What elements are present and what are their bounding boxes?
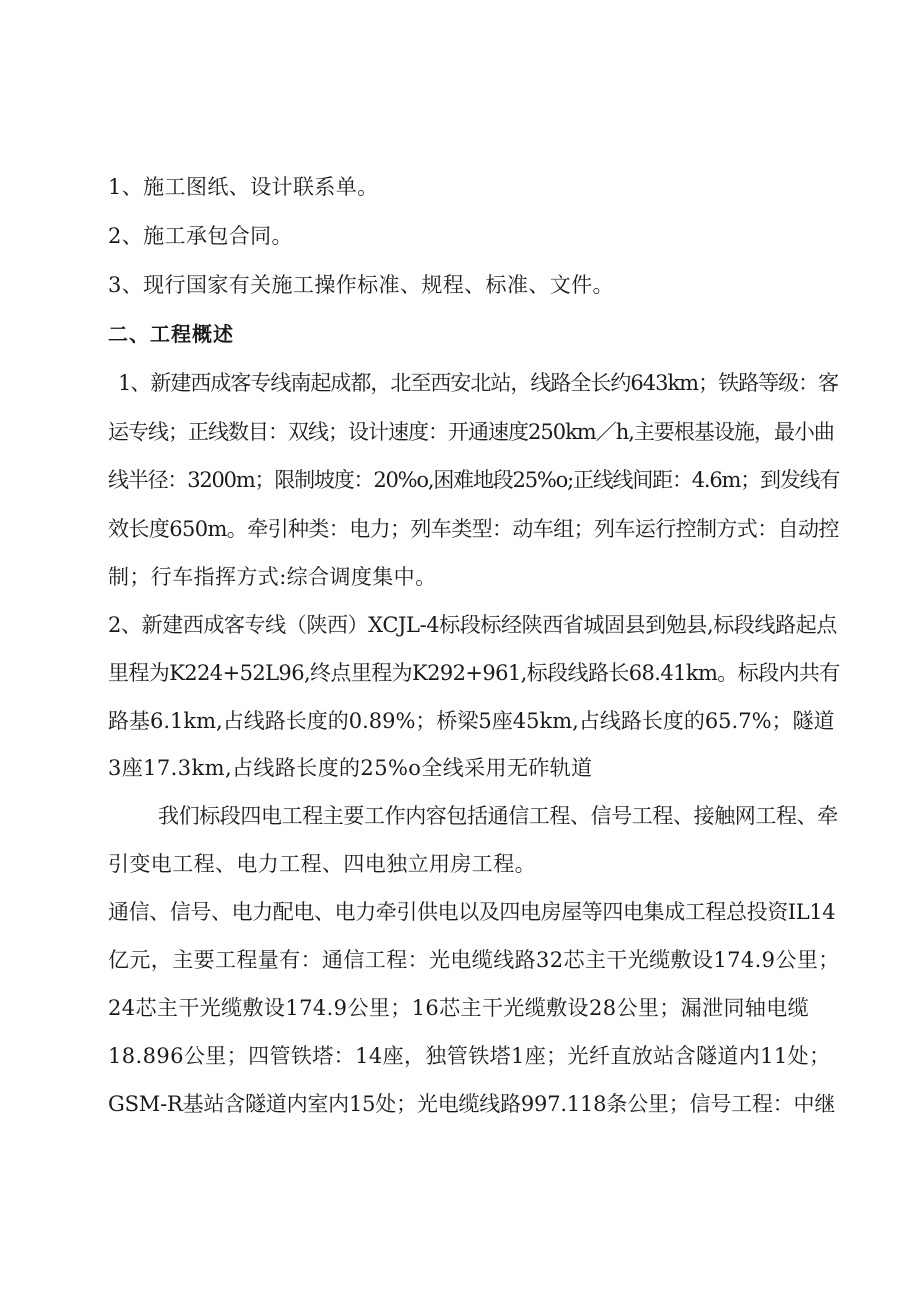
section-heading: 二、工程概述	[108, 322, 234, 346]
paragraph-4-line-5: GSM-R基站含隧道内室内15处；光电缆线路997.118条公里；信号工程：中继	[108, 1092, 836, 1116]
paragraph-4-line-3: 24芯主干光缆敷设174.9公里；16芯主干光缆敷设28公里；漏泄同轴电缆	[108, 996, 810, 1020]
paragraph-2-line-4: 3座17.3km,占线路长度的25%o全线采用无砟轨道	[108, 756, 593, 780]
paragraph-3-line-1: 我们标段四电工程主要工作内容包括通信工程、信号工程、接触网工程、牵	[158, 804, 838, 828]
paragraph-2-line-2: 里程为K224+52L96,终点里程为K292+961,标段线路长68.41km。标段内共有	[108, 661, 840, 685]
paragraph-2-line-3: 路基6.1km,占线路长度的0.89%；桥梁5座45km,占线路长度的65.7%；隧道	[108, 709, 835, 733]
paragraph-1-line-1: 1、新建西成客专线南起成都，北至西安北站，线路全长约643km；铁路等级：客	[118, 371, 839, 395]
paragraph-1-line-3: 线半径：3200m；限制坡度：20%o,困难地段25%o;正线线间距：4.6m；到发线有	[108, 468, 840, 492]
reference-item-3: 3、现行国家有关施工操作标准、规程、标准、文件。	[108, 273, 614, 297]
paragraph-1-line-4: 效长度650m。牵引种类：电力；列车类型：动车组；列车运行控制方式：自动控	[108, 517, 839, 541]
paragraph-4-line-2: 亿元，主要工程量有：通信工程：光电缆线路32芯主干光缆敷设174.9公里；	[108, 948, 840, 972]
paragraph-1-line-5: 制；行车指挥方式:综合调度集中。	[108, 565, 437, 589]
reference-item-2: 2、施工承包合同。	[108, 224, 293, 248]
paragraph-4-line-4: 18.896公里；四管铁塔：14座，独管铁塔1座；光纤直放站含隧道内11处；	[108, 1044, 831, 1068]
reference-item-1: 1、施工图纸、设计联系单。	[108, 175, 379, 199]
paragraph-3-line-2: 引变电工程、电力工程、四电独立用房工程。	[108, 852, 536, 876]
paragraph-4-line-1: 通信、信号、电力配电、电力牵引供电以及四电房屋等四电集成工程总投资IL14	[108, 900, 836, 924]
paragraph-1-line-2: 运专线；正线数目：双线；设计速度：开通速度250km／h,主要根基设施，最小曲	[108, 420, 834, 444]
paragraph-2-line-1: 2、新建西成客专线（陕西）XCJL-4标段标经陕西省城固县到勉县,标段线路起点	[108, 613, 837, 637]
